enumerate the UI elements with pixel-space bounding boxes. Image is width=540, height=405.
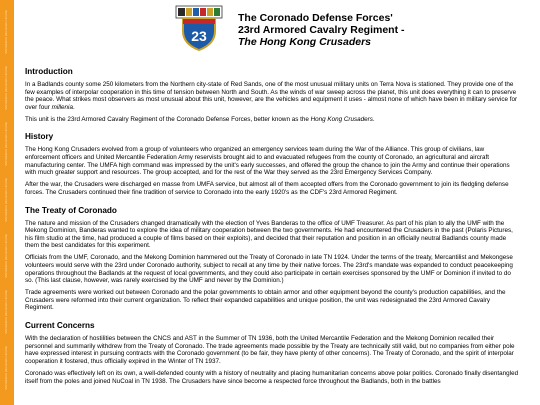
section-heading: Current Concerns xyxy=(25,321,95,331)
title-line-1: The Coronado Defense Forces' xyxy=(238,12,393,24)
regiment-shield-emblem xyxy=(174,4,224,52)
page-title xyxy=(238,12,538,48)
left-decorative-strip xyxy=(0,0,14,405)
paragraph: Coronado was effectively left on its own, a well-defended county with a history of neutrality and placing humanitarian concerns above polar politics. Coronado finally disentangled itself from the poles and joined NuCoal in TN 1938. The Crusaders have since become a respected force throughout the Badlands, both in the battles xyxy=(25,369,519,385)
paragraph: The nature and mission of the Crusaders changed dramatically with the election of Yves Banderas to the office of UMF Treasurer. As part of his plan to ally the UMF with the Mekong Dominion, Banderas wanted to explore the idea of military cooperation between the two governments. He had encountered the Crusaders in the past (Polaris Pictures, his film studio at the time, had produced a couple of films based on their exploits), and decided that their reputation and position in an officially neutral Badlands county made them the best candidates for this experiment. xyxy=(25,219,513,250)
strip-label: BANDERAS DELGADO HOUSE xyxy=(4,234,9,278)
title-line-2: 23rd Armored Cavalry Regiment - xyxy=(238,24,405,36)
paragraph: Officials from the UMF, Coronado, and the Mekong Dominion hammered out the Treaty of Coronado in late TN 1924. Under the terms of the treaty, Mercantilist and Mekongese volunteers would serve with the 23rd under Coronado authority, subject to recall at any time by their native forces. The 23rd's mandate was expanded to conduct peacekeeping operations throughout the Badlands at the request of local governments, and they could also participate in certain exercises sponsored by the UMF or Dominion if invited to do so. (This last clause, however, was rarely exercised by the UMF and never by the Dominion.) xyxy=(25,254,513,285)
paragraph: This unit is the 23rd Armored Cavalry Regiment of the Coronado Defense Forces, better known as the Hong Kong Crusaders. xyxy=(25,115,375,123)
strip-label: BANDERAS DELGADO HOUSE xyxy=(4,66,9,110)
emblem-number: 23 xyxy=(191,28,207,44)
paragraph: Trade agreements were worked out between Coronado and the polar governments to obtain armor and other equipment beyond the county's production capabilities, and the Crusaders were reformed into their current organization. To reflect their expanded capabilities and unique position, the unit was redesignated the 23rd Armored Cavalry Regiment. xyxy=(25,289,506,312)
section-heading: The Treaty of Coronado xyxy=(25,205,117,215)
paragraph: After the war, the Crusaders were discharged en masse from UMFA service, but almost all of them accepted offers from the Coronado government to join its fledgling defense forces. The Crusaders continued their fine tradition of service to Coronado into the early 1920's as the CDF's 23rd Armored Regiment. xyxy=(25,181,509,196)
paragraph: The Hong Kong Crusaders evolved from a group of volunteers who organized an emergency services team during the War of the Alliance. This group of civilians, law enforcement officers and United Mercantile Federation Army reservists brought aid to and evacuated refugees from the county of Coronado, an agricultural and aircraft manufacturing center. The UMFA high command was impressed by the unit's early successes, and offered the group the chance to join the Army and continue their operations with much greater support and resources. The group accepted, and for the rest of the War they served as the 23rd Emergency Services Company. xyxy=(25,146,510,177)
title-line-3: The Hong Kong Crusaders xyxy=(238,36,372,48)
strip-label: BANDERAS DELGADO HOUSE xyxy=(4,346,9,390)
section-heading: History xyxy=(25,132,54,142)
page-header xyxy=(14,0,540,58)
paragraph: With the declaration of hostilities between the CNCS and AST in the Summer of TN 1936, both the United Mercantile Federation and the Mekong Dominion recalled their personnel and summarily withdrew from the Treaty of Coronado. The trade agreements made possible by the Treaty are technically still valid, but no companies from either pole have expressed interest in pursuing contracts with the Coronado government (to be fair, they have plenty of other concerns). The Treaty of Coronado, and the spirit of interpolar cooperation it fostered, thus officially expired in the Winter of TN 1937. xyxy=(25,335,515,365)
paragraph: In a Badlands county some 250 kilometers from the Northern city-state of Red Sands, one of the most unusual military units on Terra Nova is stationed. They provide one of the few examples of interpolar cooperation in this time of tension between North and South. As the winds of war sweep across the planet, this unit does everything it can to preserve the peace. What strikes most observers as most unusual about this unit, however, are the vehicles and equipment it uses - almost none of which have been in military service for over four millenia. xyxy=(25,81,518,111)
section-heading: Introduction xyxy=(25,67,73,76)
strip-label: BANDERAS DELGADO HOUSE xyxy=(4,10,9,54)
article-body xyxy=(25,58,520,390)
strip-label: BANDERAS DELGADO HOUSE xyxy=(4,178,9,222)
strip-label: BANDERAS DELGADO HOUSE xyxy=(4,290,9,334)
strip-label: BANDERAS DELGADO HOUSE xyxy=(4,122,9,166)
